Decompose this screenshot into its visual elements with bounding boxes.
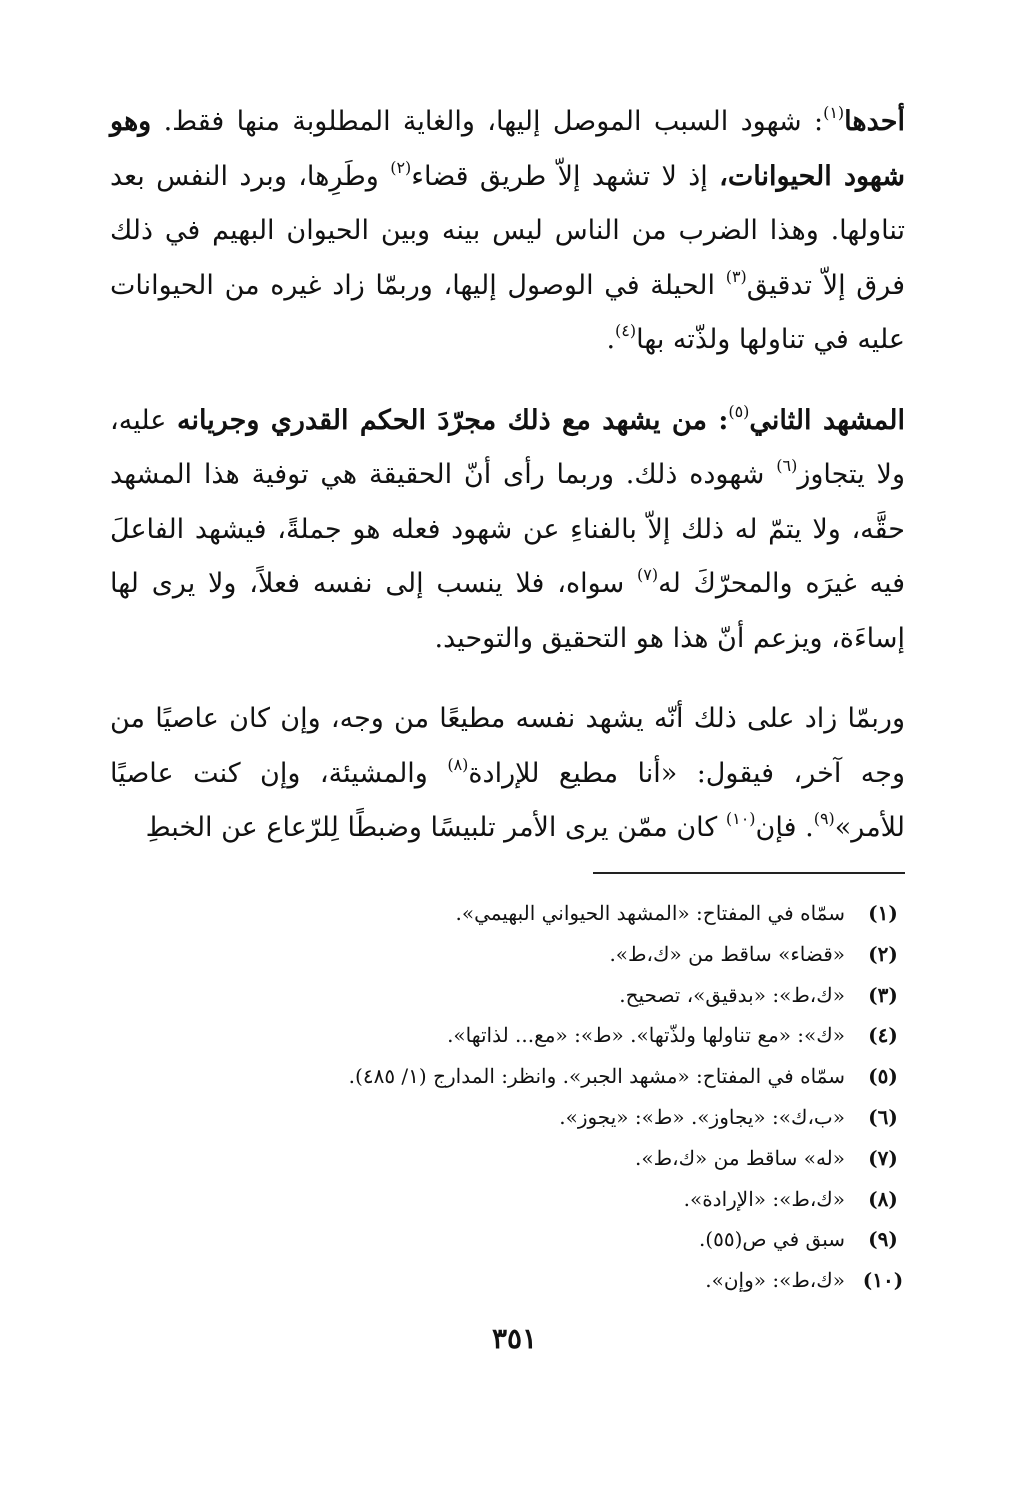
footnote-item <box>110 1219 905 1260</box>
paragraph-1 <box>110 95 905 368</box>
footnote-text: «ك،ط»: «الإرادة». <box>683 1186 845 1211</box>
footnote-number: (٣) <box>868 982 898 1007</box>
p1-text-c: وطَرِها، وبرد النفس بعد تناولها. وهذا الضرب من الناس ليس بينه وبين الحيوان البهيم في ذلك فرق إلاّ تدقيق <box>110 160 905 301</box>
p1-text-a: : شهود السبب الموصل إليها، والغاية المطلوبة منها فقط. <box>163 106 824 137</box>
p1-bold-text: وهو شهود الحيوانات، <box>110 106 905 192</box>
footnote-ref-7[interactable]: (٧) <box>637 565 659 584</box>
heading-second: المشهد الثاني <box>749 404 905 436</box>
footnote-text: «ب،ك»: «يجاوز». «ط»: «يجوز». <box>559 1104 845 1129</box>
footnote-text: «ك،ط»: «وإن». <box>705 1268 845 1293</box>
p1-text-b: إذ لا تشهد إلاّ طريق قضاء <box>411 160 708 192</box>
footnote-item <box>110 1138 905 1179</box>
footnote-text: «ك»: «مع تناولها ولذّتها». «ط»: «مع... لذاتها». <box>447 1023 845 1048</box>
p3-text-d: كان ممّن يرى الأمر تلبيسًا وضبطًا لِلرّعاع عن الخبطِ <box>145 812 718 843</box>
footnote-number: (٢) <box>868 941 898 966</box>
p3-text-a: وربمّا زاد على ذلك أنّه يشهد نفسه مطيعًا من وجه، وإن كان عاصيًا من وجه آخر، فيقول: «أنا مطيع للإرادة <box>110 703 906 789</box>
footnote-text: سمّاه في المفتاح: «مشهد الجبر». وانظر: المدارج (١/ ٤٨٥). <box>348 1064 845 1089</box>
footnote-item <box>110 1015 905 1056</box>
footnote-number: (٨) <box>868 1186 898 1211</box>
footnotes-list <box>110 893 905 1301</box>
footnote-ref-10[interactable]: (١٠) <box>725 809 756 828</box>
footnote-text: سبق في ص(٥٥). <box>698 1227 845 1252</box>
footnote-ref-4[interactable]: (٤) <box>615 321 637 340</box>
footnote-item <box>110 934 905 975</box>
footnote-ref-8[interactable]: (٨) <box>447 754 469 774</box>
footnote-divider <box>593 872 905 874</box>
p1-text-d: الحيلة في الوصول إليها، وربمّا زاد غيره من الحيوانات عليه في تناولها ولذّته بها <box>110 269 905 355</box>
footnote-number: (١) <box>868 901 898 925</box>
footnote-item <box>110 1097 905 1138</box>
footnote-text: «ك،ط»: «بدقيق»، تصحيح. <box>619 982 845 1007</box>
footnote-ref-2[interactable]: (٢) <box>390 157 412 177</box>
footnote-text: سمّاه في المفتاح: «المشهد الحيواني البهيمي». <box>455 901 845 925</box>
footnote-number: (٧) <box>868 1145 898 1170</box>
footnote-number: (٤) <box>868 1023 898 1048</box>
footnote-item <box>110 1056 905 1097</box>
footnote-text: «له» ساقط من «ك،ط». <box>635 1145 845 1170</box>
p2-text-b: شهوده ذلك. وربما رأى أنّ الحقيقة هي توفية هذا المشهد حقَّه، ولا يتمّ له ذلك إلاّ بالفناءِ عن شهود فعله هو جملةً، فيشهد الفاعلَ فيه غيرَه والمحرّكَ له <box>110 459 905 599</box>
footnote-number: (٩) <box>868 1227 898 1252</box>
footnote-item <box>110 1260 905 1301</box>
page-number: ٣٥١ <box>491 1322 538 1355</box>
footnote-item <box>110 975 905 1016</box>
page-body <box>110 95 905 856</box>
footnote-ref-1[interactable]: (١) <box>823 103 845 122</box>
footnote-number: (١٠) <box>862 1268 904 1293</box>
footnote-number: (٦) <box>868 1104 898 1129</box>
p2-text-a: عليه، ولا يتجاوز <box>110 404 905 490</box>
footnote-ref-9[interactable]: (٩) <box>813 809 835 828</box>
footnote-number: (٥) <box>868 1064 898 1089</box>
p3-text-c: . فإن <box>755 812 814 843</box>
heading-first: أحدها <box>844 106 905 137</box>
footnote-ref-3[interactable]: (٣) <box>725 266 747 286</box>
paragraph-2 <box>110 394 905 667</box>
footnote-text: «قضاء» ساقط من «ك،ط». <box>609 941 845 966</box>
footnote-ref-5[interactable]: (٥) <box>728 401 750 421</box>
paragraph-3 <box>110 692 905 856</box>
p1-text-e: . <box>606 324 616 355</box>
footnote-item <box>110 1179 905 1220</box>
p2-bold-text: : من يشهد مع ذلك مجرّدَ الحكم القدري وجريانه <box>177 404 729 436</box>
footnote-ref-6[interactable]: (٦) <box>776 456 798 475</box>
p3-text-b: والمشيئة، وإن كنت عاصيًا للأمر» <box>110 757 905 843</box>
footnote-item <box>110 893 905 934</box>
p2-text-c: سواه، فلا ينسب إلى نفسه فعلاً، ولا يرى لها إساءَة، ويزعم أنّ هذا هو التحقيق والتوحيد. <box>110 568 905 654</box>
